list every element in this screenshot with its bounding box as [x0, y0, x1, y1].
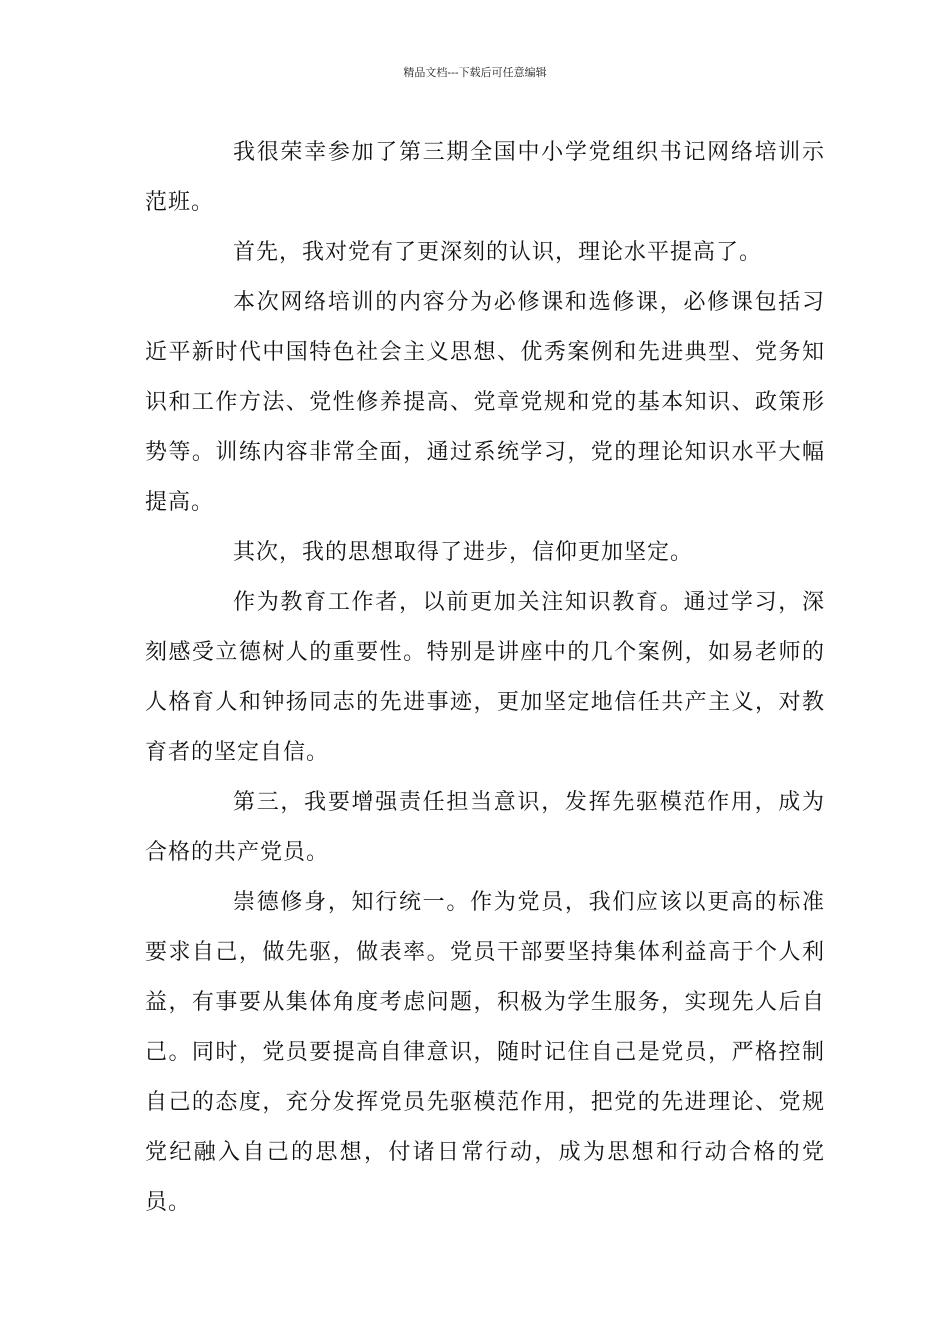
- paragraph-3: 本次网络培训的内容分为必修课和选修课，必修课包括习近平新时代中国特色社会主义思想、优秀案例和先进典型、党务知识和工作方法、党性修养提高、党章党规和党的基本知识、政策形势等。训练内容非常全面，通过系统学习，党的理论知识水平大幅提高。: [145, 290, 825, 515]
- page-header: 精品文档---下载后可任意编辑: [403, 66, 547, 79]
- paragraph-4: 其次，我的思想取得了进步，信仰更加坚定。: [233, 540, 694, 565]
- paragraph-1: 我很荣幸参加了第三期全国中小学党组织书记网络培训示范班。: [145, 140, 825, 215]
- paragraph-5: 作为教育工作者，以前更加关注知识教育。通过学习，深刻感受立德树人的重要性。特别是讲座中的几个案例，如易老师的人格育人和钟扬同志的先进事迹，更加坚定地信任共产主义，对教育者的坚定自信。: [145, 590, 825, 765]
- document-body: [145, 128, 825, 1228]
- paragraph-6: 第三，我要增强责任担当意识，发挥先驱模范作用，成为合格的共产党员。: [145, 790, 825, 865]
- paragraph-7: 崇德修身，知行统一。作为党员，我们应该以更高的标准要求自己，做先驱，做表率。党员干部要坚持集体利益高于个人利益，有事要从集体角度考虑问题，积极为学生服务，实现先人后自己。同时，党员要提高自律意识，随时记住自己是党员，严格控制自己的态度，充分发挥党员先驱模范作用，把党的先进理论、党规党纪融入自己的思想，付诸日常行动，成为思想和行动合格的党员。: [145, 890, 825, 1215]
- paragraph-2: 首先，我对党有了更深刻的认识，理论水平提高了。: [233, 240, 763, 265]
